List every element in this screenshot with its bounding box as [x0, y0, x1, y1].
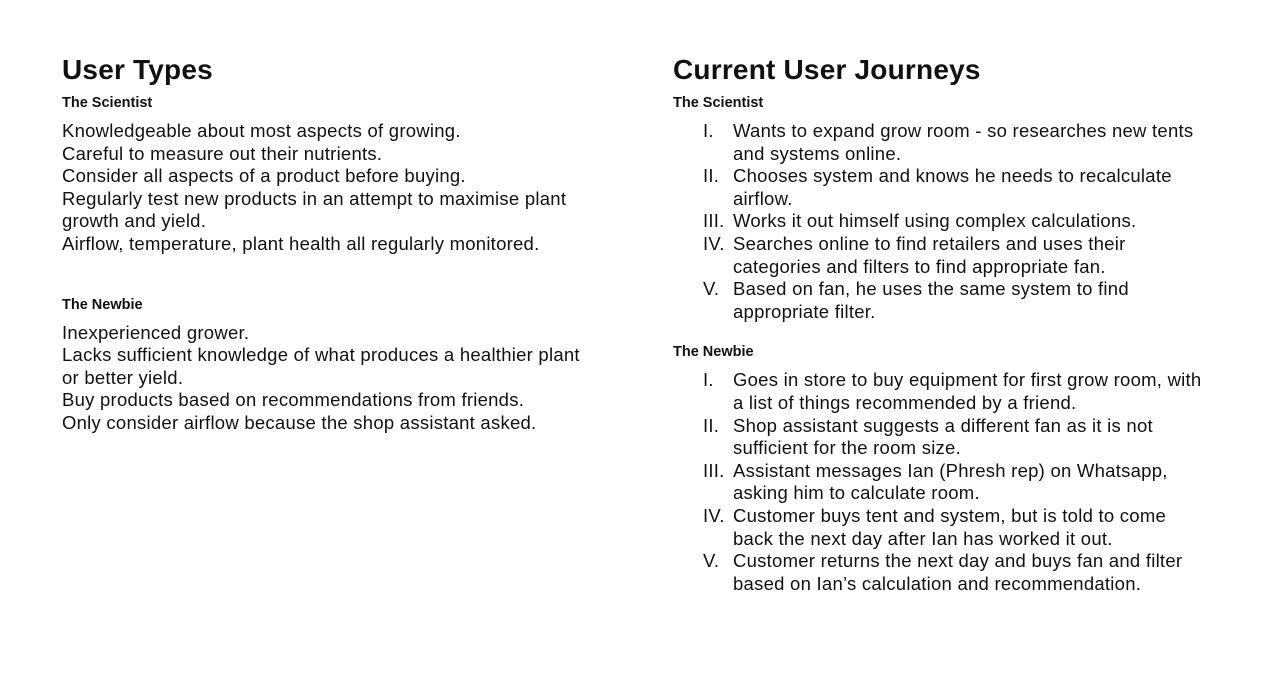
step-text: Goes in store to buy equipment for first grow room, with a list of things recommended by a friend.	[733, 369, 1202, 413]
newbie-description	[62, 322, 602, 435]
step-number: V.	[703, 550, 720, 572]
journey-step	[673, 460, 1233, 505]
description-line: Buy products based on recommendations from friends.	[62, 389, 525, 411]
journey-step	[673, 165, 1233, 210]
journey-step	[673, 505, 1233, 550]
description-line: Careful to measure out their nutrients.	[62, 142, 383, 164]
step-text: Customer buys tent and system, but is told to come back the next day after Ian has worked it out.	[733, 504, 1167, 549]
step-number: II.	[703, 165, 720, 187]
scientist-heading: The Scientist	[62, 95, 153, 111]
newbie-heading: The Newbie	[62, 296, 143, 313]
step-text: Customer returns the next day and buys fan and filter based on Ian’s calculation and recommendation.	[733, 550, 1183, 594]
scientist-journey-heading: The Scientist	[673, 95, 764, 111]
description-line: Lacks sufficient knowledge of what produces a healthier plant or better yield.	[62, 344, 580, 388]
step-text: Wants to expand grow room - so researches new tents and systems online.	[733, 120, 1194, 164]
journey-step	[673, 120, 1233, 165]
step-number: I.	[703, 120, 714, 141]
user-types-title: User Types	[62, 54, 213, 85]
step-number: III.	[703, 459, 725, 481]
newbie-journey-list	[673, 369, 1233, 595]
step-number: V.	[703, 278, 720, 300]
step-number: IV.	[703, 504, 725, 526]
description-line: Regularly test new products in an attempt to maximise plant growth and yield.	[62, 187, 567, 232]
user-types-section	[62, 52, 602, 435]
description-line: Consider all aspects of a product before buying.	[62, 165, 466, 187]
description-line: Knowledgeable about most aspects of growing.	[62, 120, 461, 141]
step-text: Shop assistant suggests a different fan as it is not sufficient for the room size.	[733, 414, 1153, 459]
step-number: IV.	[703, 232, 725, 254]
newbie-journey-heading: The Newbie	[673, 344, 754, 361]
scientist-journey-list	[673, 120, 1233, 323]
journeys-section	[673, 52, 1233, 595]
journey-step	[673, 415, 1233, 460]
scientist-description	[62, 120, 602, 256]
step-text: Assistant messages Ian (Phresh rep) on Whatsapp, asking him to calculate room.	[733, 459, 1168, 504]
journeys-title: Current User Journeys	[673, 54, 981, 85]
journey-step	[673, 550, 1233, 595]
description-line: Only consider airflow because the shop assistant asked.	[62, 411, 537, 433]
step-number: II.	[703, 414, 720, 436]
journey-step	[673, 278, 1233, 323]
step-number: I.	[703, 369, 714, 391]
step-number: III.	[703, 210, 725, 232]
journey-step	[673, 210, 1233, 233]
step-text: Searches online to find retailers and uses their categories and filters to find appropriate fan.	[733, 232, 1126, 277]
step-text: Chooses system and knows he needs to recalculate airflow.	[733, 165, 1172, 209]
description-line: Airflow, temperature, plant health all regularly monitored.	[62, 232, 540, 254]
step-text: Based on fan, he uses the same system to find appropriate filter.	[733, 278, 1129, 322]
journey-step	[673, 369, 1233, 414]
description-line: Inexperienced grower.	[62, 321, 250, 343]
step-text: Works it out himself using complex calculations.	[733, 210, 1137, 232]
journey-step	[673, 233, 1233, 278]
